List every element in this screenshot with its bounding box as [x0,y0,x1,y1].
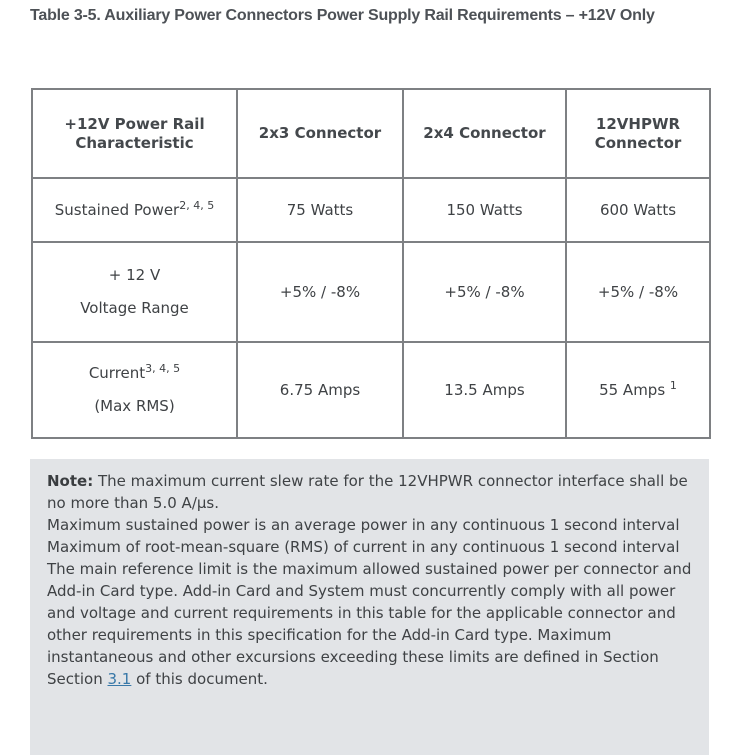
row-label-text: Current [88,364,146,383]
footnote-superscript: 2, 4, 5 [179,198,215,212]
row-label-line2: Voltage Range [80,299,189,317]
footnote-superscript: 3, 4, 5 [145,362,181,376]
footnote-superscript: 1 [669,378,677,392]
table-header-row [32,89,710,178]
note-text: The main reference limit is the maximum allowed sustained power per connector and Add-in Card type. Add-in Card and System must concurrently comply with all power and voltage and current requirements in this table for the applicable connector and other requirements in this specification for the Add-in Card type. Maximum instantaneous and other excursions exceeding these limits are defined in Section Section [47,560,692,688]
note-text: of this document. [131,670,268,688]
note-paragraph-slew-rate [47,470,695,514]
col-header-characteristic: +12V Power Rail Characteristic [32,89,237,178]
cell-current-2x3 [237,342,403,438]
row-label-line2: (Max RMS) [94,397,175,415]
cell-sustained-power-2x3 [237,178,403,242]
note-paragraph-rms: Maximum of root-mean-square (RMS) of current in any continuous 1 second interval [47,538,680,556]
power-rail-requirements-table [31,88,711,439]
cell-voltage-range-12vhpwr [566,242,710,342]
cell-sustained-power-2x4 [403,178,566,242]
cell-current-12vhpwr [566,342,710,438]
cell-voltage-range-2x3 [237,242,403,342]
col-header-12vhpwr-connector: 12VHPWR Connector [566,89,710,178]
row-label-text: Sustained Power [54,200,180,219]
cell-value: 6.75 Amps [279,380,361,399]
cell-value: 75 Watts [286,200,354,219]
cell-sustained-power-12vhpwr [566,178,710,242]
table-row-sustained-power [32,178,710,242]
cell-value: +5% / -8% [597,282,679,301]
cell-value: 150 Watts [446,200,523,219]
cell-value: 55 Amps [599,380,670,399]
table-caption: Table 3-5. Auxiliary Power Connectors Power Supply Rail Requirements – +12V Only [30,7,655,24]
cell-value: +5% / -8% [279,282,361,301]
table-row-current [32,342,710,438]
row-label-text: + 12 V [108,266,161,285]
note-label: Note: [47,472,94,490]
section-3-1-link[interactable]: 3.1 [107,670,132,688]
col-header-2x3-connector: 2x3 Connector [237,89,403,178]
cell-current-2x4 [403,342,566,438]
cell-value: +5% / -8% [444,282,525,301]
cell-value: 13.5 Amps [444,380,525,399]
note-box [30,459,709,755]
row-label-sustained-power [32,178,237,242]
table-row-voltage-range [32,242,710,342]
row-label-current [32,342,237,438]
col-header-2x4-connector: 2x4 Connector [403,89,566,178]
note-text: The maximum current slew rate for the 12VHPWR connector interface shall be no more than 5.0 A/µs. [47,472,688,512]
cell-voltage-range-2x4 [403,242,566,342]
cell-value: 600 Watts [599,200,677,219]
note-paragraph-sustained-power: Maximum sustained power is an average power in any continuous 1 second interval [47,516,680,534]
note-paragraph-reference-limit [47,558,695,690]
row-label-voltage-range [32,242,237,342]
